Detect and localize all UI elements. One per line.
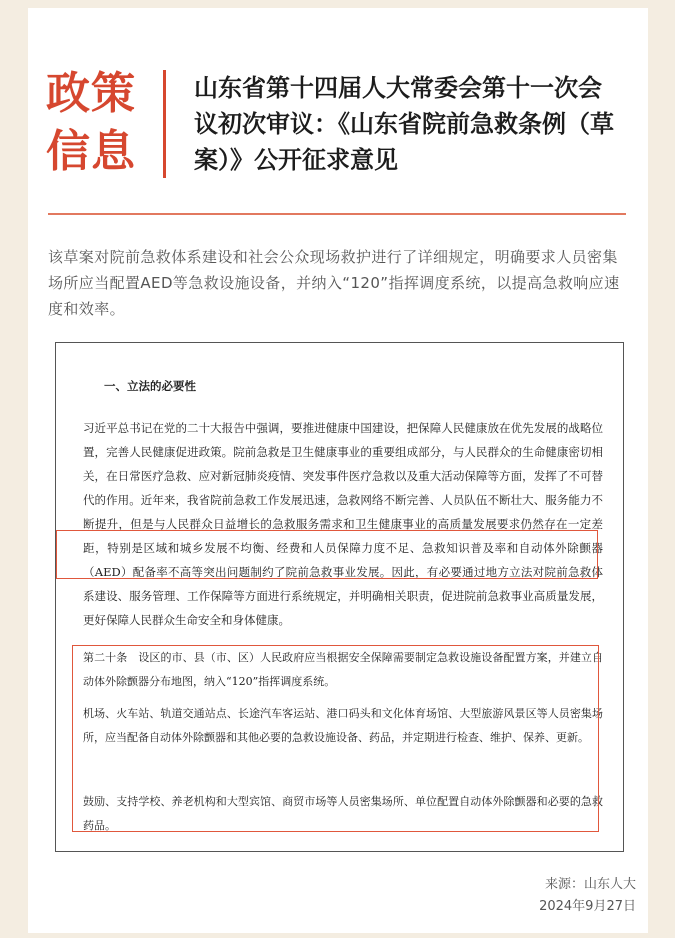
- summary-text: 该草案对院前急救体系建设和社会公众现场救护进行了详细规定，明确要求人员密集场所应当配置AED等急救设施设备，并纳入“120”指挥调度系统，以提高急救响应速度和效率。: [48, 248, 620, 318]
- article-20-clause-1: 第二十条 设区的市、县（市、区）人民政府应当根据安全保障需要制定急救设施设备配置方案，并建立自动体外除颤器分布地图，纳入“120”指挥调度系统。: [83, 651, 603, 688]
- highlight-box-aed-rate: [56, 530, 598, 579]
- source-label: 来源：山东人大: [544, 877, 636, 892]
- article-card: [28, 8, 648, 933]
- document-scan: [55, 342, 624, 852]
- title-separator: [163, 70, 166, 178]
- badge-line-1: 政策: [46, 68, 136, 119]
- source-info: [539, 874, 636, 918]
- article-20-clause-2: 机场、火车站、轨道交通站点、长途汽车客运站、港口码头和文化体育场馆、大型旅游风景区等人员密集场所，应当配备自动体外除颤器和其他必要的急救设施设备、药品，并定期进行检查、维护、保养、更新。: [83, 707, 603, 744]
- document-paragraph: 习近平总书记在党的二十大报告中强调，要推进健康中国建设，把保障人民健康放在优先发展的战略位置，完善人民健康促进政策。院前急救是卫生健康事业的重要组成部分，与人民群众的生命健康密切相关，在日常医疗急救、应对新冠肺炎疫情、突发事件医疗急救以及重大活动保障等方面，发挥了不可替代的作用。近年来，我省院前急救工作发展迅速，急救网络不断完善、人员队伍不断壮大、服务能力不断提升，但是与人民群众日益增长的急救服务需求和卫生健康事业的高质量发展要求仍然存在一定差距，特别是区域和城乡发展不均衡、经费和人员保障力度不足、急救知识普及率和自动体外除颤器（AED）配备率不高等突出问题制约了院前急救事业发展。因此，有必要通过地方立法对院前急救体系建设、服务管理、工作保障等方面进行系统规定，并明确相关职责，促进院前急救事业高质量发展，更好保障人民群众生命安全和身体健康。: [83, 421, 603, 627]
- article-20-clause-3: 鼓励、支持学校、养老机构和大型宾馆、商贸市场等人员密集场所、单位配置自动体外除颤器和必要的急救药品。: [83, 795, 603, 832]
- header-divider: [48, 213, 626, 215]
- highlight-box-article-20: [72, 645, 599, 832]
- page-title: 山东省第十四届人大常委会第十一次会议初次审议：《山东省院前急救条例（草案）》公开征求意见: [194, 74, 614, 174]
- publish-date: 2024年9月27日: [539, 899, 636, 914]
- policy-info-badge: [46, 66, 136, 182]
- document-heading: 一、立法的必要性: [104, 379, 196, 393]
- badge-line-2: 信息: [46, 126, 136, 177]
